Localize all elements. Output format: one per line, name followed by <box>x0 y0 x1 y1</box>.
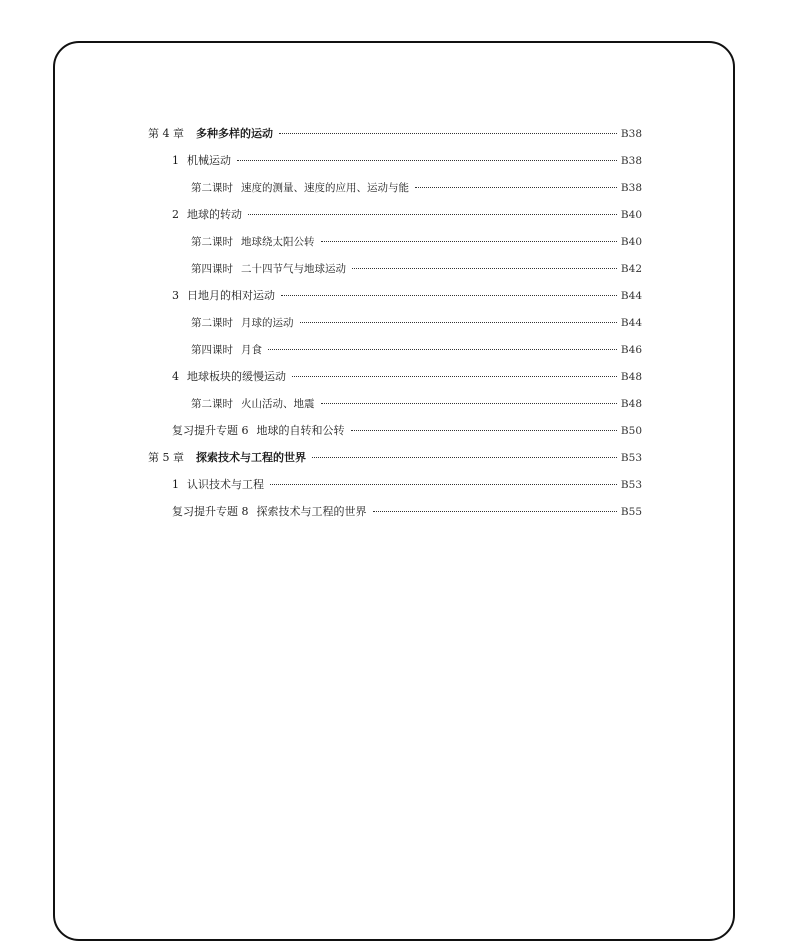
toc-entry-number: 第 5 章 <box>148 451 184 464</box>
toc-entry-title: 速度的测量、速度的应用、运动与能 <box>241 182 409 194</box>
toc-lesson-entry[interactable] <box>148 232 642 259</box>
toc-page-number: B38 <box>620 128 642 140</box>
toc-section-entry[interactable] <box>148 286 642 313</box>
toc-page-number: B38 <box>620 182 642 194</box>
toc-page-number: B50 <box>620 425 642 437</box>
toc-entry-number: 第二课时 <box>191 236 233 248</box>
toc-section-entry[interactable] <box>148 205 642 232</box>
toc-page-number: B38 <box>620 155 642 167</box>
toc-section-entry[interactable] <box>148 502 642 529</box>
toc-chapter-entry[interactable] <box>148 448 642 475</box>
toc-entry-number: 复习提升专题 8 <box>172 505 249 518</box>
toc-page-number: B53 <box>620 479 642 491</box>
dot-leader <box>312 457 617 458</box>
toc-lesson-entry[interactable] <box>148 394 642 421</box>
dot-leader <box>292 376 617 377</box>
toc-lesson-entry[interactable] <box>148 313 642 340</box>
toc-entry-title: 认识技术与工程 <box>187 478 264 491</box>
dot-leader <box>248 214 617 215</box>
toc-page-number: B44 <box>620 290 642 302</box>
toc-entry-title: 多种多样的运动 <box>196 127 273 140</box>
toc-entry-number: 第 4 章 <box>148 127 184 140</box>
toc-entry-title: 月食 <box>241 344 262 356</box>
dot-leader <box>270 484 617 485</box>
toc-page-number: B53 <box>620 452 642 464</box>
dot-leader <box>352 268 617 269</box>
toc-entry-number: 第四课时 <box>191 344 233 356</box>
toc-page-number: B48 <box>620 398 642 410</box>
toc-entry-number: 3 <box>172 289 179 302</box>
toc-entry-number: 1 <box>172 478 179 491</box>
toc-entry-title: 地球的自转和公转 <box>256 424 345 437</box>
toc-entry-number: 4 <box>172 370 179 383</box>
toc-entry-number: 第二课时 <box>191 317 233 329</box>
toc-entry-title: 地球的转动 <box>187 208 242 221</box>
toc-entry-number: 复习提升专题 6 <box>172 424 249 437</box>
toc-entry-number: 第二课时 <box>191 182 233 194</box>
toc-entry-title: 月球的运动 <box>241 317 294 329</box>
dot-leader <box>300 322 617 323</box>
toc-page-number: B40 <box>620 209 642 221</box>
toc-page-number: B40 <box>620 236 642 248</box>
toc-page-number: B48 <box>620 371 642 383</box>
dot-leader <box>321 241 617 242</box>
toc-entry-title: 地球绕太阳公转 <box>241 236 315 248</box>
toc-lesson-entry[interactable] <box>148 340 642 367</box>
toc-section-entry[interactable] <box>148 421 642 448</box>
toc-lesson-entry[interactable] <box>148 259 642 286</box>
toc-entry-number: 第二课时 <box>191 398 233 410</box>
dot-leader <box>268 349 617 350</box>
toc-page-number: B42 <box>620 263 642 275</box>
table-of-contents <box>148 124 642 529</box>
dot-leader <box>373 511 617 512</box>
toc-lesson-entry[interactable] <box>148 178 642 205</box>
toc-entry-title: 机械运动 <box>187 154 231 167</box>
toc-chapter-entry[interactable] <box>148 124 642 151</box>
dot-leader <box>281 295 617 296</box>
toc-page-number: B55 <box>620 506 642 518</box>
toc-section-entry[interactable] <box>148 475 642 502</box>
dot-leader <box>321 403 617 404</box>
toc-entry-title: 二十四节气与地球运动 <box>241 263 346 275</box>
toc-section-entry[interactable] <box>148 367 642 394</box>
dot-leader <box>279 133 617 134</box>
toc-entry-title: 探索技术与工程的世界 <box>256 505 367 518</box>
dot-leader <box>415 187 617 188</box>
toc-section-entry[interactable] <box>148 151 642 178</box>
toc-entry-title: 火山活动、地震 <box>241 398 315 410</box>
toc-entry-number: 2 <box>172 208 179 221</box>
toc-page-number: B44 <box>620 317 642 329</box>
toc-entry-title: 日地月的相对运动 <box>187 289 275 302</box>
dot-leader <box>351 430 617 431</box>
toc-entry-number: 1 <box>172 154 179 167</box>
toc-page-number: B46 <box>620 344 642 356</box>
toc-entry-title: 探索技术与工程的世界 <box>196 451 306 464</box>
dot-leader <box>237 160 617 161</box>
toc-entry-number: 第四课时 <box>191 263 233 275</box>
toc-entry-title: 地球板块的缓慢运动 <box>187 370 286 383</box>
